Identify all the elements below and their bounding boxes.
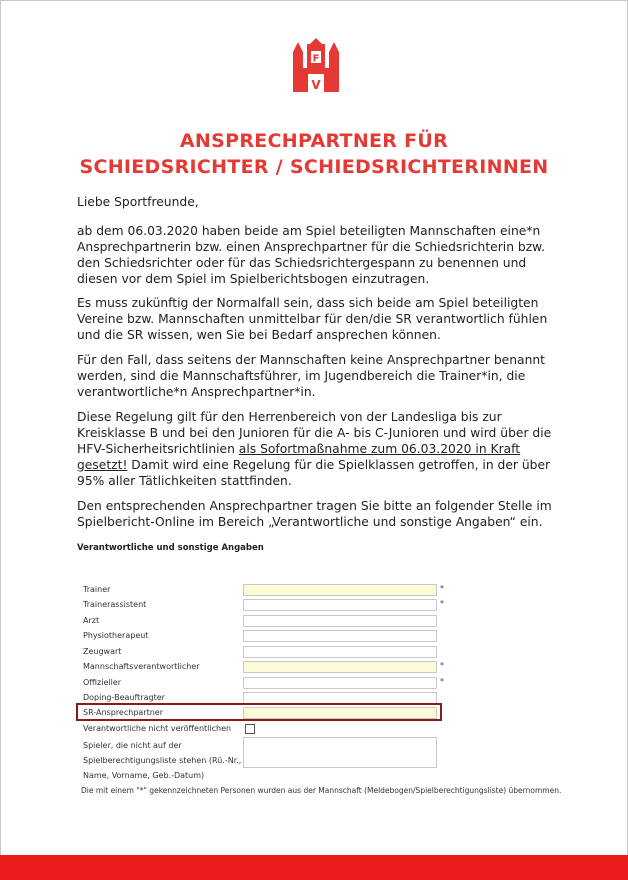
title-line-2: SCHIEDSRICHTER / SCHIEDSRICHTERINNEN	[79, 156, 549, 178]
bottom-red-bar	[0, 855, 628, 880]
form-heading: Verantwortliche und sonstige Angaben	[77, 543, 264, 553]
field-label: Trainer	[83, 585, 111, 594]
field-label: Offizieller	[83, 678, 122, 687]
trainerassistent-field[interactable]	[243, 599, 437, 611]
paragraph-3: Für den Fall, dass seitens der Mannschaften keine Ansprechpartner benannt werden, sind die Mannschaftsführer, im Jugendbereich die Trainer*in, die verantwortliche*n Ansprechpartner*in.	[77, 353, 545, 399]
paragraph-2: Es muss zukünftig der Normalfall sein, dass sich beide am Spiel beteiligten Vereine bzw. Mannschaften unmittelbar für den/die SR verantwortlich fühlen und die SR wissen, wen Sie bei Bedarf ansprechen können.	[77, 296, 548, 342]
required-marker: *	[440, 661, 444, 670]
form-row-arzt	[83, 615, 453, 629]
sr-ansprechpartner-highlight	[76, 703, 442, 721]
offizieller-field[interactable]	[243, 677, 437, 689]
paragraph-5: Den entsprechenden Ansprechpartner tragen Sie bitte an folgender Stelle im Spielbericht-Online im Bereich „Verantwortliche und sonstige Angaben“ ein.	[77, 499, 552, 529]
paragraph-4: Diese Regelung gilt für den Herrenbereich von der Landesliga bis zur Kreisklasse B und bei den Junioren für die A- bis C-Junioren und wird über die HFV-Sicherheitsrichtlinien als Sofortmaßnahme zum 06.03.2020 in Kraft gesetzt! Damit wird eine Regelung für die Spielklassen getroffen, in der über 95% aller Tätlichkeiten stattfinden.	[77, 410, 552, 488]
form-row-mannschaftsverantwortlicher	[83, 661, 453, 675]
field-label: Arzt	[83, 616, 100, 625]
hfv-logo	[288, 38, 344, 94]
logo-letter-v: V	[311, 78, 321, 92]
field-label: SR-Ansprechpartner	[83, 708, 164, 717]
footnote: Die mit einem "*" gekennzeichneten Personen wurden aus der Mannschaft (Meldebogen/Spielberechtigungsliste) übernommen.	[81, 786, 562, 795]
checkbox-label: Verantwortliche nicht veröffentlichen	[83, 724, 232, 733]
form-row-trainerassistent	[83, 599, 453, 613]
physiotherapeut-field[interactable]	[243, 630, 437, 642]
zeugwart-field[interactable]	[243, 646, 437, 658]
hide-responsible-checkbox[interactable]	[245, 724, 255, 734]
paragraph-1: ab dem 06.03.2020 haben beide am Spiel beteiligten Mannschaften eine*n Ansprechpartnerin bzw. einen Ansprechpartner für die Schiedsrichterin bzw. den Schiedsrichter oder für das Schiedsrichtergespann zu benennen und diesen vor dem Spiel im Spielberichtsbogen einzutragen.	[77, 224, 546, 286]
required-marker: *	[440, 584, 444, 593]
form-row-trainer	[83, 584, 453, 598]
mannschaftsverantwortlicher-field[interactable]	[243, 661, 437, 673]
form-row-checkbox	[83, 723, 453, 737]
field-label: Zeugwart	[83, 647, 122, 656]
effective-date-note: als Sofortmaßnahme zum 06.03.2020 in Kraft gesetzt!	[77, 442, 521, 472]
page-title	[40, 128, 588, 180]
field-label: Trainerassistent	[83, 600, 147, 609]
trainer-field[interactable]	[243, 584, 437, 596]
logo-letter-f: F	[312, 53, 320, 65]
form-row-offizieller	[83, 677, 453, 691]
form-row-zeugwart	[83, 646, 453, 660]
greeting: Liebe Sportfreunde,	[77, 195, 199, 209]
required-marker: *	[440, 677, 444, 686]
field-label: Physiotherapeut	[83, 631, 149, 640]
field-label: Doping-Beauftragter	[83, 693, 165, 702]
required-marker: *	[440, 599, 444, 608]
players-textarea[interactable]	[243, 737, 437, 768]
title-line-1: ANSPRECHPARTNER FÜR	[179, 130, 449, 152]
arzt-field[interactable]	[243, 615, 437, 627]
form-row-physiotherapeut	[83, 630, 453, 644]
players-label: Spieler, die nicht auf der Spielberechtigungsliste stehen (Rü.-Nr., Name, Vorname, Geb.-Datum)	[83, 741, 242, 780]
field-label: Mannschaftsverantwortlicher	[83, 662, 200, 671]
